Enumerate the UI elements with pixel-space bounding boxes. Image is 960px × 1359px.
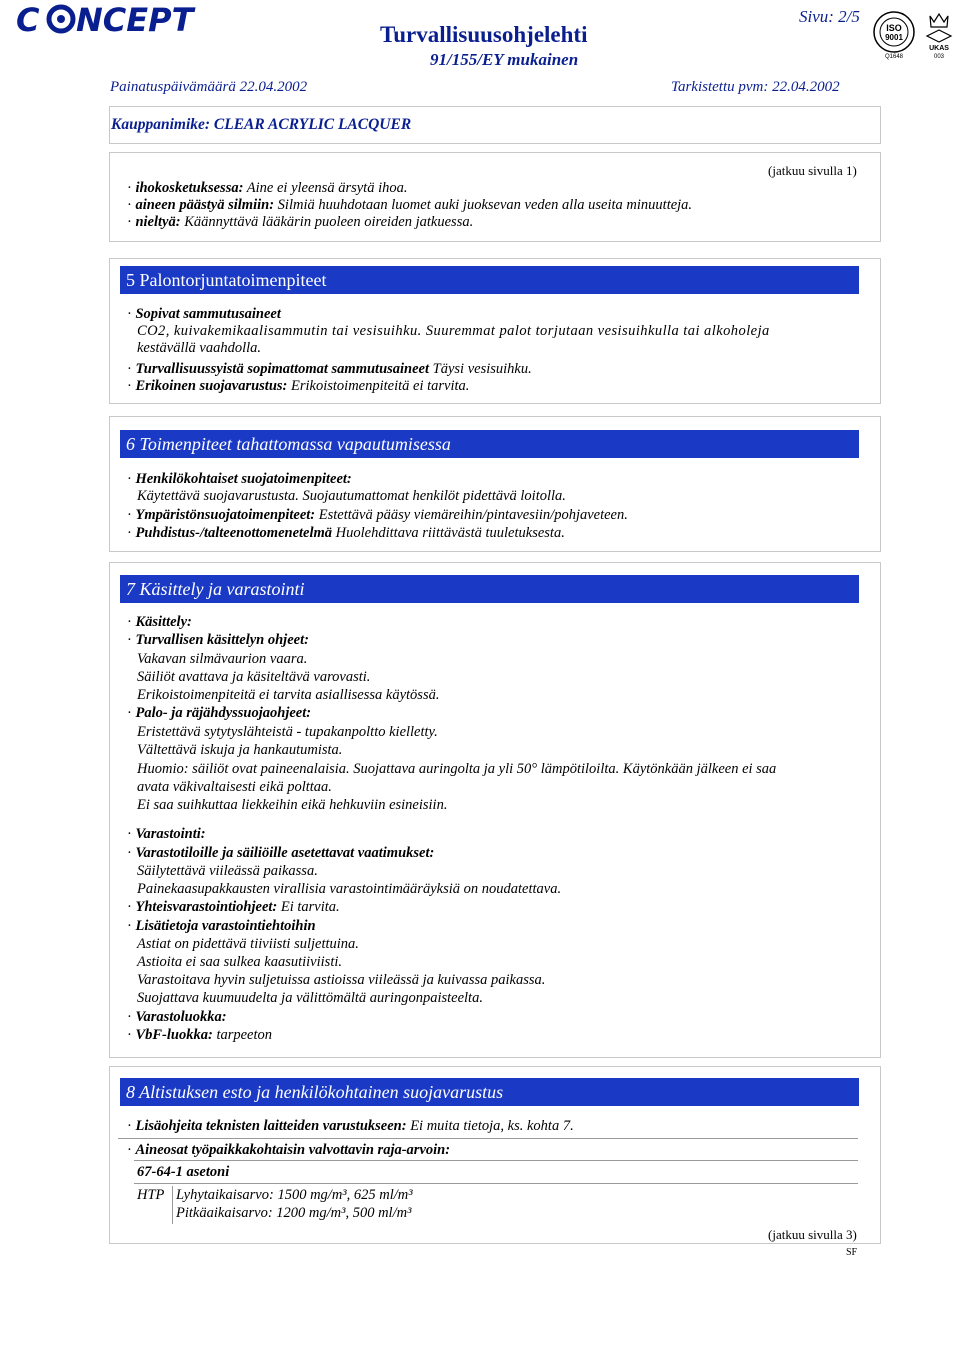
sec7-line: · Yhteisvarastointiohjeet: Ei tarvita. xyxy=(127,899,340,915)
page-number: Sivu: 2/5 xyxy=(799,7,860,26)
svg-text:C: C xyxy=(16,2,41,36)
sec8-line: · Aineosat työpaikkakohtaisin valvottavin raja-arvoin: xyxy=(127,1142,451,1158)
label: Lisätietoja varastointiehtoihin xyxy=(135,918,316,934)
continued-on: (jatkuu sivulla 3) xyxy=(768,1227,857,1242)
language-code: SF xyxy=(846,1247,858,1258)
section-6-title: 6 Toimenpiteet tahattomassa vapautumisessa xyxy=(120,430,859,458)
svg-text:NCEPT: NCEPT xyxy=(76,2,194,36)
first-aid-skin: · ihokosketuksessa: Aine ei yleensä ärsytä ihoa. xyxy=(127,180,408,196)
sec5-line: · Turvallisuussyistä sopimattomat sammutusaineet Täysi vesisuihku. xyxy=(127,361,532,377)
section-8-title: 8 Altistuksen esto ja henkilökohtainen suojavarustus xyxy=(120,1078,859,1106)
ukas-badge xyxy=(922,10,956,60)
sec6-line: · Puhdistus-/talteenottomenetelmä Huolehdittava riittävästä tuuletuksesta. xyxy=(127,525,565,541)
label: Käsittely: xyxy=(135,614,192,630)
document-subtitle: 91/155/EY mukainen xyxy=(430,50,579,69)
value: Täysi vesisuihku. xyxy=(429,361,532,377)
sec7-line: · Varastotiloille ja säiliöille asetettavat vaatimukset: xyxy=(127,845,435,861)
document-title: Turvallisuusohjelehti xyxy=(380,22,588,47)
iso-9001-icon xyxy=(871,10,917,60)
sec6-line: · Henkilökohtaiset suojatoimenpiteet: xyxy=(127,471,352,487)
sec5-line: · Erikoinen suojavarustus: Erikoistoimenpiteitä ei tarvita. xyxy=(127,378,470,394)
sec6-line: Käytettävä suojavarustusta. Suojautumattomat henkilöt pidettävä loitolla. xyxy=(137,488,566,504)
value: Erikoistoimenpiteitä ei tarvita. xyxy=(287,378,470,394)
sec7-line: Erikoistoimenpiteitä ei tarvita asiallisessa käytössä. xyxy=(137,687,440,703)
sec7-line: avata väkivaltaisesti eikä polttaa. xyxy=(137,779,332,795)
divider xyxy=(118,1138,858,1139)
sec7-line: Varastoitava hyvin suljetuissa astioissa viileässä ja kuivassa paikassa. xyxy=(137,972,546,988)
value: Ei tarvita. xyxy=(277,899,340,915)
first-aid-eyes: · aineen päästyä silmiin: Silmiä huuhdotaan luomet auki juoksevan veden alla useita minuutteja. xyxy=(127,197,693,213)
value: tarpeeton xyxy=(212,1027,273,1043)
print-date: Painatuspäivämäärä 22.04.2002 xyxy=(110,79,308,95)
iso-badge xyxy=(871,10,917,60)
sec7-line: Vakavan silmävaurion vaara. xyxy=(137,651,308,667)
sec7-line: Astiat on pidettävä tiiviisti suljettuina. xyxy=(137,936,359,952)
value: Käännyttävä lääkärin puoleen oireiden jatkuessa. xyxy=(180,214,474,230)
htp-label: HTP xyxy=(137,1187,165,1203)
value: Huolehdittava riittävästä tuuletuksesta. xyxy=(332,525,565,541)
label: Varastointi: xyxy=(135,826,206,842)
htp-long-term: Pitkäaikaisarvo: 1200 mg/m³, 500 ml/m³ xyxy=(176,1205,412,1221)
label: Puhdistus-/talteenottomenetelmä xyxy=(135,525,333,541)
ukas-number: 003 xyxy=(933,54,945,60)
label: Varastotiloille ja säiliöille asetettavat vaatimukset: xyxy=(135,845,435,861)
value: Aine ei yleensä ärsytä ihoa. xyxy=(243,180,408,196)
divider xyxy=(134,1160,858,1161)
sec5-line: CO2, kuivakemikaalisammutin tai vesisuihku. Suuremmat palot torjutaan vesisuihkulla tai alkoholeja xyxy=(137,323,770,339)
label: VbF-luokka: xyxy=(135,1027,213,1043)
sec7-line: Eristettävä sytytyslähteistä - tupakanpoltto kielletty. xyxy=(137,724,438,740)
divider xyxy=(134,1183,858,1184)
sec7-line: · VbF-luokka: tarpeeton xyxy=(127,1027,273,1043)
sec7-line: · Lisätietoja varastointiehtoihin xyxy=(127,918,316,934)
label: Yhteisvarastointiohjeet: xyxy=(135,899,278,915)
sec7-line: · Varastoluokka: xyxy=(127,1009,227,1025)
label: Turvallisuussyistä sopimattomat sammutusaineet xyxy=(135,361,430,377)
concept-logo-icon xyxy=(14,2,196,36)
product-name: Kauppanimike: CLEAR ACRYLIC LACQUER xyxy=(111,116,412,133)
value: Silmiä huuhdotaan luomet auki juoksevan veden alla useita minuutteja. xyxy=(274,197,693,213)
iso-label: ISO xyxy=(886,23,902,33)
ukas-crown-icon xyxy=(922,10,956,60)
label: Ympäristönsuojatoimenpiteet: xyxy=(135,507,316,523)
label: Sopivat sammutusaineet xyxy=(135,306,281,322)
sec5-line: kestävällä vaahdolla. xyxy=(137,340,262,356)
sec7-line: Suojattava kuumuudelta ja välittömältä auringonpaisteelta. xyxy=(137,990,483,1006)
label: Palo- ja räjähdyssuojaohjeet: xyxy=(135,705,312,721)
value: Estettävä pääsy viemäreihin/pintavesiin/pohjaveteen. xyxy=(315,507,628,523)
sec7-line: · Turvallisen käsittelyn ohjeet: xyxy=(127,632,309,648)
revision-date: Tarkistettu pvm: 22.04.2002 xyxy=(671,79,840,95)
sec8-line: · Lisäohjeita teknisten laitteiden varustukseen: Ei muita tietoja, ks. kohta 7. xyxy=(127,1118,574,1134)
value: Ei muita tietoja, ks. kohta 7. xyxy=(406,1118,574,1134)
section-5-title: 5 Palontorjuntatoimenpiteet xyxy=(120,266,859,294)
section-7-title: 7 Käsittely ja varastointi xyxy=(120,575,859,603)
label: ihokosketuksessa: xyxy=(135,180,244,196)
first-aid-swallow: · nieltyä: Käännyttävä lääkärin puoleen oireiden jatkuessa. xyxy=(127,214,474,230)
iso-number: 9001 xyxy=(885,33,903,42)
sec7-line: · Varastointi: xyxy=(127,826,206,842)
sec7-line: Säilytettävä viileässä paikassa. xyxy=(137,863,318,879)
sec5-line: · Sopivat sammutusaineet xyxy=(127,306,281,322)
sec7-line: · Palo- ja räjähdyssuojaohjeet: xyxy=(127,705,312,721)
label: nieltyä: xyxy=(135,214,181,230)
substance-name: 67-64-1 asetoni xyxy=(137,1164,230,1180)
sec7-line: Huomio: säiliöt ovat paineenalaisia. Suojattava auringolta ja yli 50° lämpötiloilta. Käytönkään jälkeen ei saa xyxy=(137,761,777,777)
label: Turvallisen käsittelyn ohjeet: xyxy=(135,632,309,648)
cert-number: Q1648 xyxy=(884,54,904,60)
label: Varastoluokka: xyxy=(135,1009,227,1025)
sec7-line: Astioita ei saa sulkea kaasutiiviisti. xyxy=(137,954,342,970)
htp-separator xyxy=(172,1186,173,1224)
label: Erikoinen suojavarustus: xyxy=(135,378,288,394)
sec7-line: Säiliöt avattava ja käsiteltävä varovasti. xyxy=(137,669,371,685)
sec7-line: · Käsittely: xyxy=(127,614,192,630)
sec7-line: Vältettävä iskuja ja hankautumista. xyxy=(137,742,343,758)
label: Lisäohjeita teknisten laitteiden varustukseen: xyxy=(135,1118,407,1134)
sec7-line: Painekaasupakkausten virallisia varastointimääräyksiä on noudatettava. xyxy=(137,881,562,897)
sec7-line: Ei saa suihkuttaa liekkeihin eikä hehkuviin esineisiin. xyxy=(137,797,448,813)
company-logo xyxy=(14,2,196,36)
label: Aineosat työpaikkakohtaisin valvottavin raja-arvoin: xyxy=(135,1142,451,1158)
label: aineen päästyä silmiin: xyxy=(135,197,275,213)
continued-from: (jatkuu sivulla 1) xyxy=(768,163,857,178)
label: Henkilökohtaiset suojatoimenpiteet: xyxy=(135,471,352,487)
sec6-line: · Ympäristönsuojatoimenpiteet: Estettävä pääsy viemäreihin/pintavesiin/pohjaveteen. xyxy=(127,507,628,523)
htp-short-term: Lyhytaikaisarvo: 1500 mg/m³, 625 ml/m³ xyxy=(176,1187,413,1203)
ukas-label: UKAS xyxy=(929,45,949,52)
